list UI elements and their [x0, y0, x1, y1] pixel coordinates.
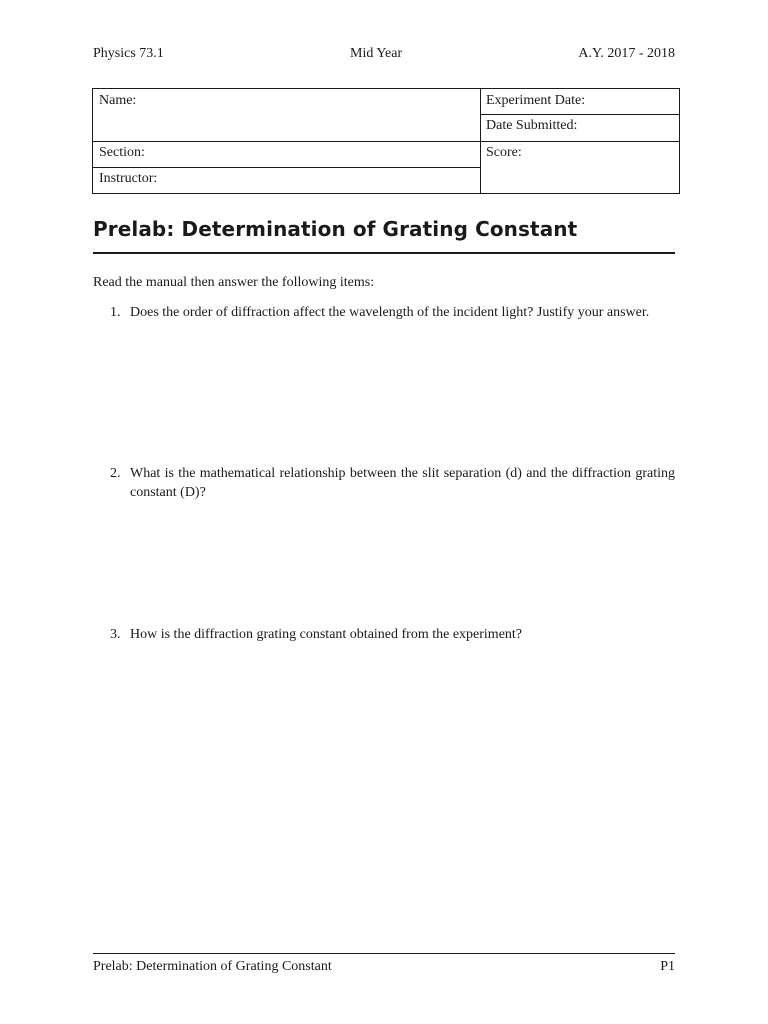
- title-underline: [93, 252, 675, 254]
- score-label: Score:: [486, 145, 522, 160]
- experiment-date-field[interactable]: [480, 89, 679, 114]
- score-field[interactable]: [480, 141, 679, 193]
- question-number: 3.: [110, 627, 121, 642]
- section-label: Section:: [99, 145, 145, 160]
- question-text: Does the order of diffraction affect the wavelength of the incident light? Justify your answer.: [130, 305, 650, 320]
- name-label: Name:: [99, 93, 137, 108]
- page-header: [93, 46, 675, 66]
- name-field[interactable]: [93, 89, 480, 141]
- student-info-table: [92, 88, 680, 194]
- question-item: [110, 303, 675, 322]
- instructor-label: Instructor:: [99, 171, 158, 186]
- course-name: Physics 73.1: [93, 46, 164, 61]
- question-item: [110, 464, 675, 502]
- instructions-text: Read the manual then answer the following items:: [93, 275, 375, 290]
- term-label: Mid Year: [350, 46, 403, 61]
- section-field[interactable]: [93, 141, 480, 167]
- question-number: 1.: [110, 305, 121, 320]
- experiment-date-label: Experiment Date:: [486, 93, 586, 108]
- date-submitted-field[interactable]: [480, 114, 679, 141]
- footer-title: Prelab: Determination of Grating Constant: [93, 959, 332, 974]
- page-footer: [93, 959, 675, 979]
- footer-rule: [93, 953, 675, 954]
- question-number: 2.: [110, 466, 121, 481]
- question-item: [110, 625, 675, 644]
- page-title: Prelab: Determination of Grating Constant: [93, 217, 578, 241]
- page-number: P1: [660, 959, 675, 974]
- question-text: How is the diffraction grating constant obtained from the experiment?: [130, 627, 523, 642]
- academic-year: A.Y. 2017 - 2018: [578, 46, 675, 61]
- question-text: What is the mathematical relationship between the slit separation (d) and the diffraction grating constant (D)?: [130, 466, 675, 500]
- instructor-field[interactable]: [93, 167, 480, 193]
- date-submitted-label: Date Submitted:: [486, 118, 578, 133]
